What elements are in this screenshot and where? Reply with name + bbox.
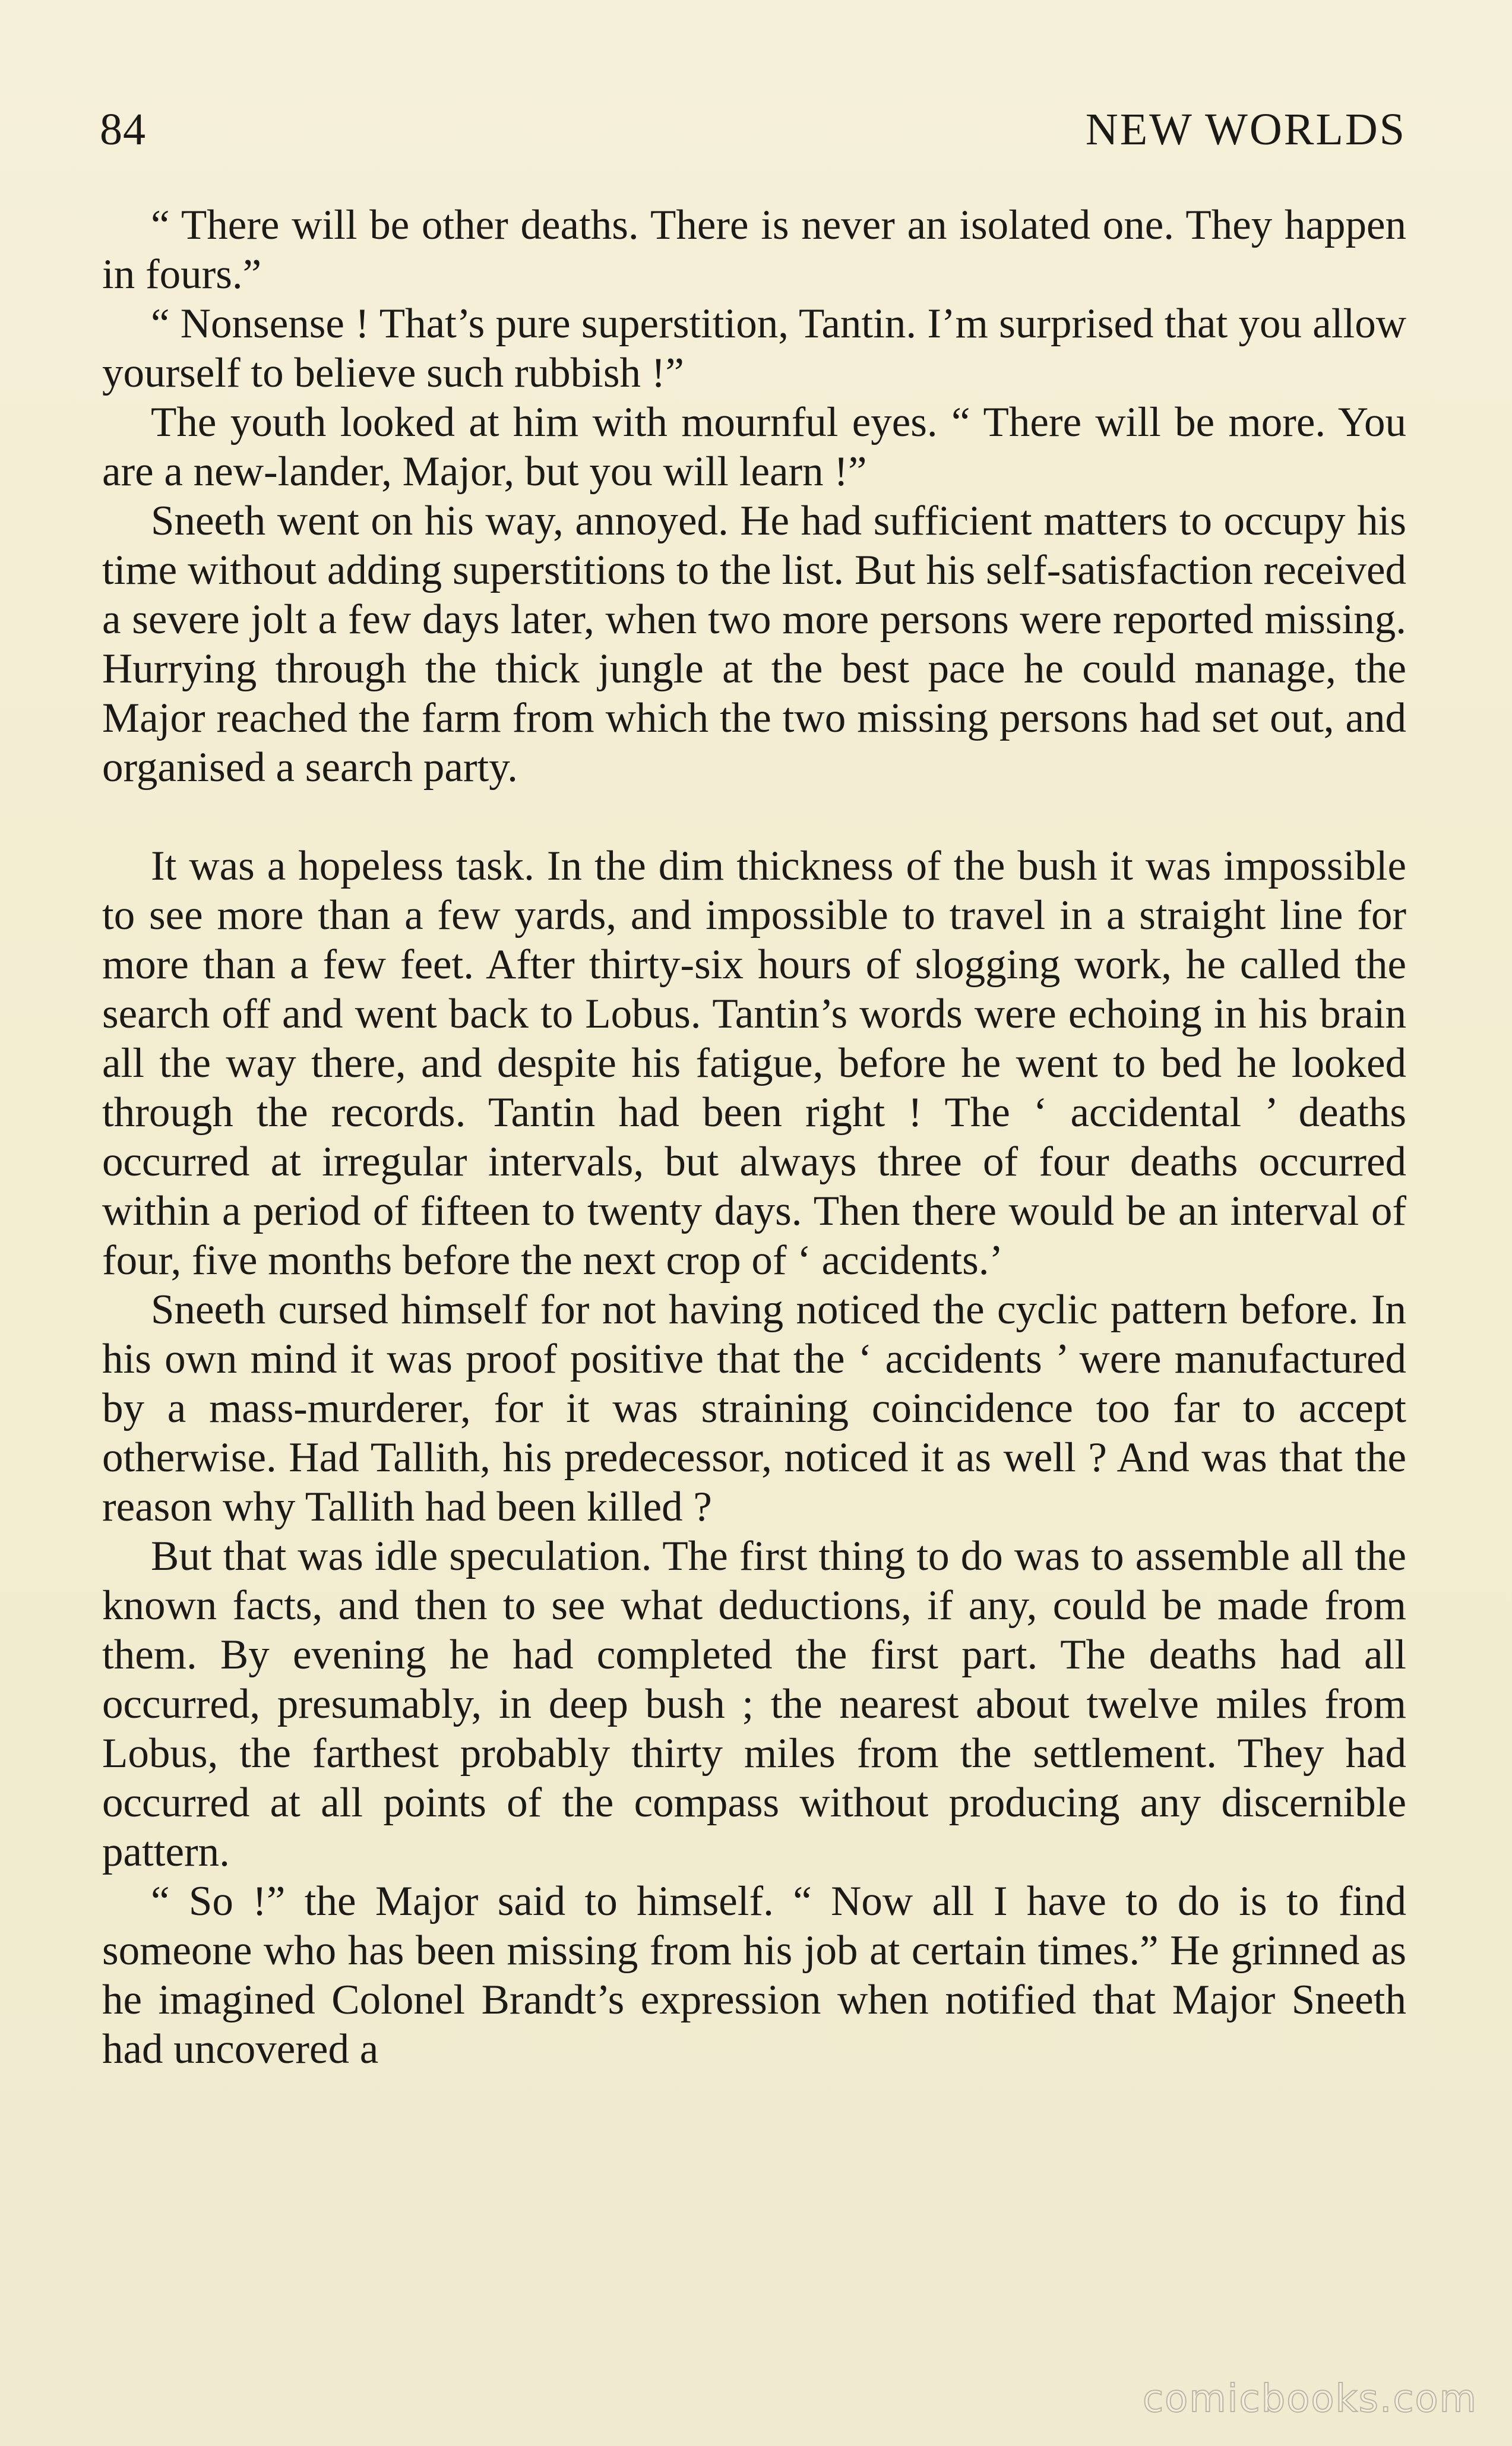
watermark: comicbooks.com bbox=[1142, 2377, 1478, 2421]
paragraph: Sneeth cursed himself for not having noticed the cyclic pattern before. In his own mind it was proof positive that the ‘ accidents ’ were manufactured by a mass-murderer, for it was straining coincidence too far to accept otherwise. Had Tallith, his predecessor, noticed it as well ? And was that the reason why Tallith had been killed ? bbox=[102, 1287, 1406, 1530]
paragraph: The youth looked at him with mournful eyes. “ There will be more. You are a new-lander, Major, but you will learn !” bbox=[102, 399, 1406, 495]
paragraph: Sneeth went on his way, annoyed. He had sufficient matters to occupy his time without adding superstitions to the list. But his self-satisfaction received a severe jolt a few days later, when two more persons were reported missing. Hurrying through the thick jungle at the best pace he could manage, the Major reached the farm from which the two missing persons had set out, and organised a search party. bbox=[102, 498, 1406, 791]
page-number: 84 bbox=[100, 105, 146, 154]
paragraph: But that was idle speculation. The first thing to do was to assemble all the known facts, and then to see what deductions, if any, could be made from them. By evening he had completed the first part. The deaths had all occurred, presumably, in deep bush ; the nearest about twelve miles from Lobus, the farthest probably thirty miles from the settlement. They had occurred at all points of the compass without producing any discernible pattern. bbox=[102, 1533, 1406, 1875]
running-head: NEW WORLDS bbox=[1085, 105, 1406, 154]
story-text bbox=[102, 201, 1406, 2074]
paragraph: “ So !” the Major said to himself. “ Now all I have to do is to find someone who has been missing from his job at certain times.” He grinned as he imagined Colonel Brandt’s expression when notified that Major Sneeth had uncovered a bbox=[102, 1878, 1406, 2072]
paragraph-section-start: It was a hopeless task. In the dim thickness of the bush it was impossible to see more than a few yards, and impossible to travel in a straight line for more than a few feet. After thirty-six hours of slogging work, he called the search off and went back to Lobus. Tantin’s words were echoing in his brain all the way there, and despite his fatigue, before he went to bed he looked through the records. Tantin had been right ! The ‘ accidental ’ deaths occurred at irregular intervals, but always three of four deaths occurred within a period of fifteen to twenty days. Then there would be an interval of four, five months before the next crop of ‘ accidents.’ bbox=[102, 843, 1406, 1284]
paragraph: “ Nonsense ! That’s pure superstition, Tantin. I’m surprised that you allow yourself to believe such rubbish !” bbox=[102, 301, 1406, 396]
paragraph: “ There will be other deaths. There is never an isolated one. They happen in fours.” bbox=[102, 202, 1406, 298]
page-header bbox=[100, 104, 1406, 169]
